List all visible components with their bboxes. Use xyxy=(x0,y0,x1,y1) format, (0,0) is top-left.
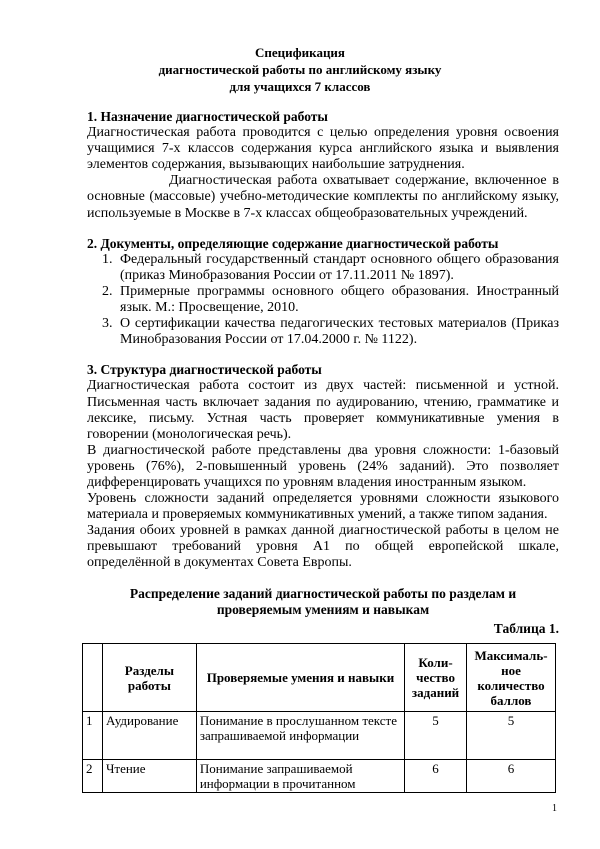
row-count: 5 xyxy=(405,712,467,760)
section-3-paragraph-4: Задания обоих уровней в рамках данной диагностической работы в целом не превышают требований уровня А1 по общей европейской шкале, определённой в документах Совета Европы. xyxy=(87,523,559,571)
row-number: 1 xyxy=(83,712,103,760)
list-item: 3. О сертификации качества педагогических тестовых материалов (Приказ Минобразования России от 17.04.2000 г. № 1122). xyxy=(102,316,559,348)
title-line-2: диагностической работы по английскому языку xyxy=(158,62,442,77)
document-body xyxy=(87,109,559,637)
table-header-row xyxy=(83,644,556,712)
tasks-distribution-table xyxy=(82,643,556,793)
section-2-heading: 2. Документы, определяющие содержание диагностической работы xyxy=(87,235,499,251)
section-3-paragraph-1: Диагностическая работа состоит из двух частей: письменной и устной. Письменная часть включает задания по аудированию, чтению, грамматике и лексике, письму. Устная часть проверяет коммуникативные умения в говорении (монологическая речь). xyxy=(87,378,559,442)
header-number xyxy=(83,644,103,712)
header-section: Разделы работы xyxy=(102,644,196,712)
page-number: 1 xyxy=(552,803,557,814)
row-max: 6 xyxy=(467,760,556,793)
documents-list xyxy=(87,252,559,349)
section-1-heading: 1. Назначение диагностической работы xyxy=(87,109,328,124)
list-item: 1. Федеральный государственный стандарт основного общего образования (приказ Минобразования России от 17.11.2011 № 1897). xyxy=(102,251,559,283)
section-3-paragraph-2: В диагностической работе представлены два уровня сложности: 1-базовый уровень (76%), 2-повышенный уровень (24% заданий). Это позволяет дифференцировать учащихся по уровням владения иностранным языком. xyxy=(87,442,559,490)
row-skills: Понимание в прослушанном тексте запрашиваемой информации xyxy=(196,712,404,760)
row-count: 6 xyxy=(405,760,467,793)
header-max: Максималь-ное количество баллов xyxy=(467,644,556,712)
header-count: Коли-чество заданий xyxy=(405,644,467,712)
header-skills: Проверяемые умения и навыки xyxy=(196,644,404,712)
row-number: 2 xyxy=(83,760,103,793)
row-skills: Понимание запрашиваемой информации в прочитанном xyxy=(196,760,404,793)
table-row xyxy=(83,712,556,760)
row-section: Чтение xyxy=(102,760,196,793)
list-item: 2. Примерные программы основного общего образования. Иностранный язык. М.: Просвещение, 2010. xyxy=(102,283,559,316)
table-number: Таблица 1. xyxy=(493,620,559,636)
section-1-paragraph-1: Диагностическая работа проводится с целью определения уровня освоения учащимися 7-х классов содержания курса английского языка и выявления элементов содержания, вызывающих наибольшие затруднения. xyxy=(87,125,559,173)
table-caption: Распределение заданий диагностической работы по разделам и проверяемым умениям и навыкам xyxy=(129,585,517,617)
document-title xyxy=(60,44,540,95)
section-3-paragraph-3: Уровень сложности заданий определяется уровнями сложности языкового материала и проверяемых коммуникативных умений, а также типом задания. xyxy=(87,491,559,523)
title-line-1: Спецификация xyxy=(255,45,345,60)
table-row xyxy=(83,760,556,793)
section-3-heading: 3. Структура диагностической работы xyxy=(87,362,322,378)
row-section: Аудирование xyxy=(102,712,196,760)
title-line-3: для учащихся 7 классов xyxy=(229,79,371,94)
row-max: 5 xyxy=(467,712,556,760)
section-1-paragraph-2: Диагностическая работа охватывает содержание, включенное в основные (массовые) учебно-методические комплекты по английскому языку, используемые в Москве в 7-х классах общеобразовательных учреждений. xyxy=(87,173,559,221)
